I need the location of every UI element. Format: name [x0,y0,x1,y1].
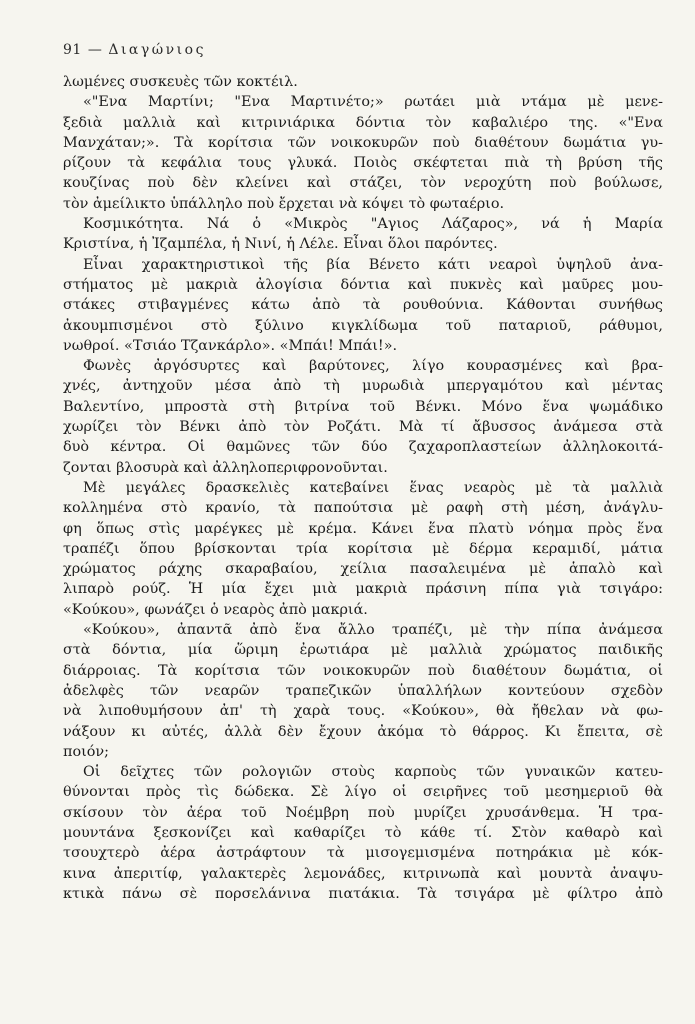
text-line: ποιόν; [63,743,110,760]
text-line: Φωνὲς ἀργόσυρτες καὶ βαρύτονες, λίγο κουρασμένες καὶ βρα- [83,358,663,375]
running-title: Διαγώνιος [108,42,206,58]
text-line: τραπέζι ὅπου βρίσκονται τρία κορίτσια μὲ δέρμα κεραμιδί, μάτια [63,540,663,557]
text-line: διάρροιας. Τὰ κορίτσια τῶν νοικοκυρῶν ποὺ διαθέτουν δωμάτια, οἱ [63,662,663,679]
text-line: νάξουν κι αὐτές, ἀλλὰ δὲν ἔχουν ἀκόμα τὸ θάρρος. Κι ἔπειτα, σὲ [63,723,663,740]
text-line: τὸν ἀμείλικτο ὑπάλληλο ποὺ ἔρχεται νὰ κόψει τὸ φωταέριο. [63,195,505,212]
text-line: στάκες στιβαγμένες κάτω ἀπὸ τὰ ρουθούνια. Κάθονται συνήθως [63,297,663,314]
text-line: χωρίζει τὸν Βένκι ἀπὸ τὸν Ροζάτι. Μὰ τί ἄβυσσος ἀνάμεσα στὰ [63,419,663,436]
text-line: Μανχάταν;». Τὰ κορίτσια τῶν νοικοκυρῶν ποὺ διαθέτουν δωμάτια γυ- [63,134,663,151]
text-line: Κριστίνα, ἡ Ἰζαμπέλα, ἡ Νινί, ἡ Λέλε. Εἶναι ὅλοι παρόντες. [63,236,498,253]
text-line: λωμένες συσκευὲς τῶν κοκτέιλ. [63,74,298,90]
page-number: 91 [63,42,82,58]
text-line: Βαλεντίνο, μπροστὰ στὴ βιτρίνα τοῦ Βένκι. Μόνο ἕνα ψωμάδικο [63,398,663,415]
text-line: φη ὅπως στὶς μαρέγκες μὲ κρέμα. Κάνει ἕνα πλατὺ νόημα πρὸς ἕνα [63,520,663,537]
text-line: θύνονται πρὸς τὶς δώδεκα. Σὲ λίγο οἱ σειρῆνες τοῦ μεσημεριοῦ θὰ [63,784,663,801]
text-line: Οἱ δεῖχτες τῶν ρολογιῶν στοὺς καρποὺς τῶν γυναικῶν κατευ- [83,764,663,781]
text-line: ἀδελφὲς τῶν νεαρῶν τραπεζικῶν ὑπαλλήλων κοντεύουν σχεδὸν [63,682,663,699]
text-line: νὰ λιποθυμήσουν ἀπ' τὴ χαρὰ τους. «Κούκου», θὰ ἤθελαν νὰ φω- [63,703,663,720]
text-line: «Κούκου», φωνάζει ὁ νεαρὸς ἀπὸ μακριά. [63,601,368,618]
text-line: «"Ενα Μαρτίνι; "Ενα Μαρτινέτο;» ρωτάει μιὰ ντάμα μὲ μενε- [83,94,663,111]
text-line: ρίζουν τὰ κεφάλια τους γλυκά. Ποιὸς σκέφτεται πιὰ τὴ βρύση τῆς [63,155,663,172]
text-line: ζονται βλοσυρὰ καὶ ἀλληλοπεριφρονοῦνται. [63,459,388,476]
text-line: στὰ δόντια, μία ὥριμη ἐρωτιάρα μὲ μαλλιὰ χρώματος παιδικῆς [63,642,663,659]
body-text [63,72,663,904]
text-line: δυὸ κέντρα. Οἱ θαμῶνες τῶν δύο ζαχαροπλαστείων ἀλληλοκοιτά- [63,439,663,456]
text-line: σκίσουν τὸν ἀέρα τοῦ Νοέμβρη ποὺ μυρίζει χρυσάνθεμα. Ἡ τρα- [63,804,663,821]
text-line: Κοσμικότητα. Νά ὁ «Μικρὸς "Αγιος Λάζαρος», νά ἡ Μαρία [83,216,663,233]
text-line: Εἶναι χαρακτηριστικοὶ τῆς βία Βένετο κάτι νεαροὶ ὑψηλοῦ ἀνα- [83,256,663,273]
text-line: χνές, ἀντηχοῦν μέσα ἀπὸ τὴ μυρωδιὰ μπεργαμότου καὶ μέντας [63,378,663,395]
text-line: κτικὰ πάνω σὲ πορσελάνινα πιατάκια. Τὰ τσιγάρα μὲ φίλτρο ἀπὸ [63,885,663,902]
text-line: ξεδιὰ μαλλιὰ καὶ κιτρινιάρικα δόντια τὸν καβαλιέρο της. «"Ενα [63,114,663,131]
text-line: κουζίνας ποὺ δὲν κλείνει καὶ στάζει, τὸν νεροχύτη ποὺ βούλωσε, [63,175,663,192]
text-line: λιπαρὸ ρούζ. Ἡ μία ἔχει μιὰ μακριὰ πράσινη πίπα γιὰ τσιγάρο: [63,581,663,598]
text-line: χρώματος ράχης σκαραβαίου, χείλια πασαλειμένα μὲ ἁπαλὸ καὶ [63,561,663,578]
text-line: στήματος μὲ μακριὰ ἀλογίσια δόντια καὶ πυκνὲς καὶ μαῦρες μου- [63,276,663,293]
text-line: κολλημένα στὸ κρανίο, τὰ παπούτσια μὲ ραφὴ στὴ μέση, ἀνάγλυ- [63,500,663,517]
header-dash: — [87,42,103,58]
text-line: νωθροί. «Τσιάο Τζανκάρλο». «Μπάι! Μπάι!». [63,337,398,354]
text-line: τσουχτερὸ ἀέρα ἀστράφτουν τὰ μισογεμισμένα ποτηράκια μὲ κόκ- [63,845,663,862]
text-line: κινα ἀπεριτίφ, γαλακτερὲς λεμονάδες, κιτρινωπὰ καὶ μουντὰ ἀναψυ- [63,865,663,882]
text-line: μουντάνα ξεσκονίζει καὶ καθαρίζει τὸ κάθε τί. Στὸν καθαρὸ καὶ [63,824,663,841]
text-line: «Κούκου», ἀπαντᾶ ἀπὸ ἕνα ἄλλο τραπέζι, μὲ τὴν πίπα ἀνάμεσα [83,622,663,639]
running-header [63,42,206,58]
text-line: Μὲ μεγάλες δρασκελιὲς κατεβαίνει ἕνας νεαρὸς μὲ τὰ μαλλιὰ [83,479,663,496]
text-line: ἀκουμπισμένοι στὸ ξύλινο κιγκλίδωμα τοῦ παταριοῦ, ράθυμοι, [63,317,663,334]
